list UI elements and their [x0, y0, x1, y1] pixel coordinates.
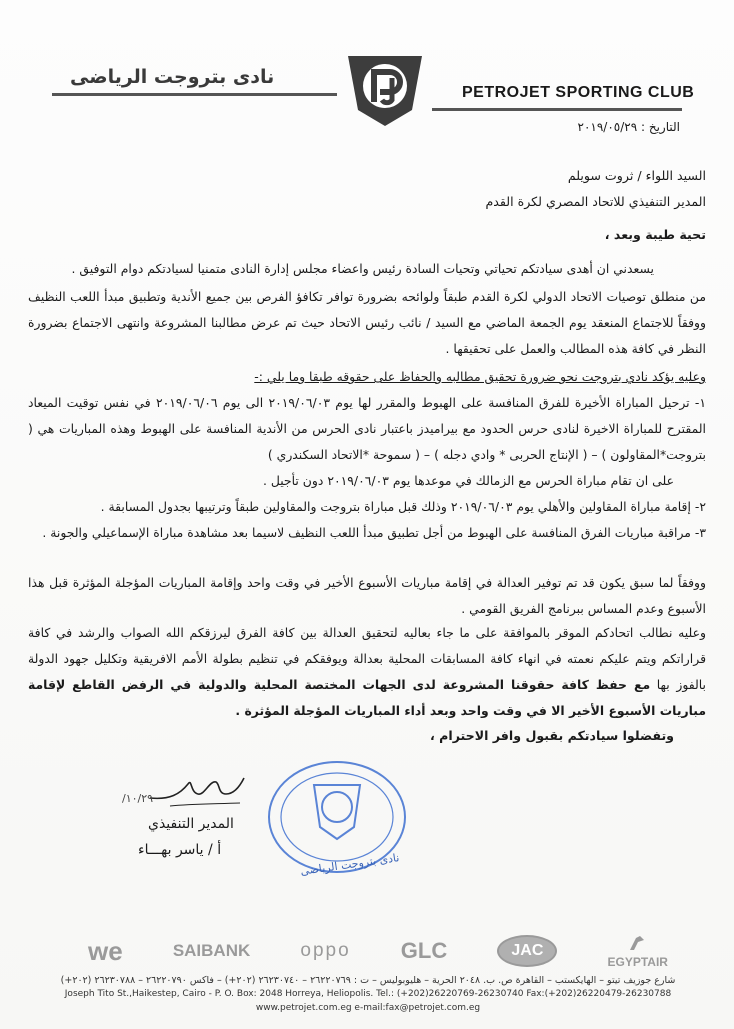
signatory-title: المدير التنفيذي	[148, 816, 234, 832]
footer-web-email: www.petrojet.com.eg e-mail:fax@petrojet.com.eg	[255, 1003, 481, 1013]
handwritten-signature	[140, 770, 250, 810]
paragraph-demands-intro: وعليه يؤكد نادي بتروجت نحو ضرورة تحقيق مطالبه والحفاظ على حقوقه طبقا وما يلي :-	[254, 369, 706, 384]
demand-item-1: ١- ترحيل المباراة الأخيرة للفرق المنافسة على الهبوط والمقرر لها يوم ٢٠١٩/٠٦/٠٣ الى يوم ٢٠١٩/٠٦/٠٦ في نفس توقيت الميعاد المقترح للمباراة الاخيرة لنادى حرس الحدود مع بيراميدز باعتبار نادى الحرس من الأندية المنافسة على الهبوط وهذه المباريات هي ( بتروجت*المقاولون ) – ( الإنتاج الحربى * وادي دجله ) – ( سموحة *الاتحاد السكندري )	[28, 395, 707, 462]
egyptair-horus-icon	[628, 934, 648, 952]
sponsor-oppo-logo: oppo	[300, 940, 351, 961]
sponsor-we-logo: we	[88, 935, 123, 966]
demand-item-2: ٢- إقامة مباراة المقاولين والأهلي يوم ٢٠١٩/٠٦/٠٣ وذلك قبل مباراة بتروجت والمقاولين طبقاً وترتيبها بجدول المسابقة .	[100, 499, 706, 514]
sponsor-egyptair-logo	[608, 934, 668, 969]
demand-item-1-note: على ان تقام مباراة الحرس مع الزمالك في موعدها يوم ٢٠١٩/٠٦/٠٣ دون تأجيل .	[262, 473, 674, 488]
club-name-arabic: نادى بتروجت الرياضى	[70, 66, 275, 88]
club-name-english: PETROJET SPORTING CLUB	[462, 84, 695, 101]
footer-address-arabic: شارع جوزيف تيتو – الهايكستب – القاهرة ص. ب. ٢٠٤٨ الحرية – هليوبوليس – ت : ٢٦٢٢٠٧٦٩ – ٢٦٢٣٠٧٤٠ (٢٠٢+) – فاكس ٢٦٢٢٠٧٩٠ – ٢٦٢٣٠٧٨٨ (٢٠٢+)	[60, 975, 676, 986]
demand-item-3: ٣- مراقبة مباريات الفرق المنافسة على الهبوط من أجل تطبيق مبدأ اللعب النظيف لاسيما بعد مشاهدة مباراة الإسماعيلي والجونة .	[42, 525, 706, 540]
paragraph-intro: يسعدني ان أهدى سيادتكم تحياتي وتحيات السادة رئيس واعضاء مجلس إدارة النادى متمنيا لسيادتكم دوام التوفيق .	[71, 261, 654, 276]
signatory-name: أ / ياسر بهـــاء	[138, 842, 222, 858]
signature-date: ١٠/٢٩/	[122, 792, 154, 805]
sponsor-bar	[88, 928, 668, 974]
header-rule-left	[52, 93, 337, 96]
egyptair-text: EGYPTAIR	[607, 954, 668, 969]
addressee-title: المدير التنفيذي للاتحاد المصري لكرة القدم	[485, 194, 706, 209]
footer-address-english: Joseph Tito St.,Haikestep, Cairo - P. O. Box: 2048 Horreya, Heliopolis. Tel.: (+202)26220769-26230740 Fax:(+202)26220479-26230788	[64, 989, 672, 999]
paragraph-justice: ووفقاً لما سبق يكون قد تم توفير العدالة في إقامة مباريات الأسبوع الأخير في وقت واحد وإقامة المباريات المؤجلة المؤثرة قبل هذا الأسبوع وعدم المساس ببرنامج الفريق القومي .	[28, 575, 706, 616]
letter-date: التاريخ : ٢٠١٩/٠٥/٢٩	[577, 120, 680, 134]
stamp-text: نادى بتروجت الرياضى	[299, 851, 401, 878]
header-rule-right	[432, 108, 682, 111]
greeting: تحية طيبة وبعد ،	[604, 227, 706, 242]
request-text-bold: مع حفظ كافة حقوقنا المشروعة لدى الجهات المختصة المحلية والدولية في الرفض القاطع لإقامة مباريات الأسبوع الأخير الا في وقت واحد وبعد أداء المباريات المؤجلة المؤثرة .	[28, 677, 706, 718]
sponsor-saibank-logo: SAIBANK	[172, 941, 251, 960]
sponsor-jac-logo: JAC	[497, 935, 557, 967]
addressee-name: السيد اللواء / ثروت سويلم	[567, 168, 706, 183]
closing-line: وتفضلوا سيادتكم بقبول وافر الاحترام ،	[429, 728, 674, 743]
sponsor-glc-logo: GLC	[400, 938, 448, 963]
paragraph-context: من منطلق توصيات الاتحاد الدولي لكرة القدم طبقاً ولوائحه بضرورة توافر تكافؤ الفرص بين جميع الأندية وتطبيق مبدأ اللعب النظيف ووفقاً للاجتماع المنعقد يوم الجمعة الماضي مع السيد / نائب رئيس الاتحاد حيث تم عرض مطالبنا المشروعة وانتهى الاجتماع بضرورة النظر في كافة هذه المطالب والعمل على تحقيقها .	[28, 289, 706, 356]
petrojet-logo-icon	[340, 50, 430, 130]
request-text: وعليه نطالب اتحادكم الموقر بالموافقة على ما جاء بعاليه لتحقيق العدالة بين كافة الفرق ليرزقكم الله الصواب والرشد في كافة قراراتكم ويتم عليكم نعمته في انهاء كافة المسابقات المحلية بعدالة ويوفقكم في تنظيم بطولة الأمم الافريقية وتكليل جهود الدولة بالفوز بها	[28, 625, 706, 692]
paragraph-request	[28, 620, 706, 724]
